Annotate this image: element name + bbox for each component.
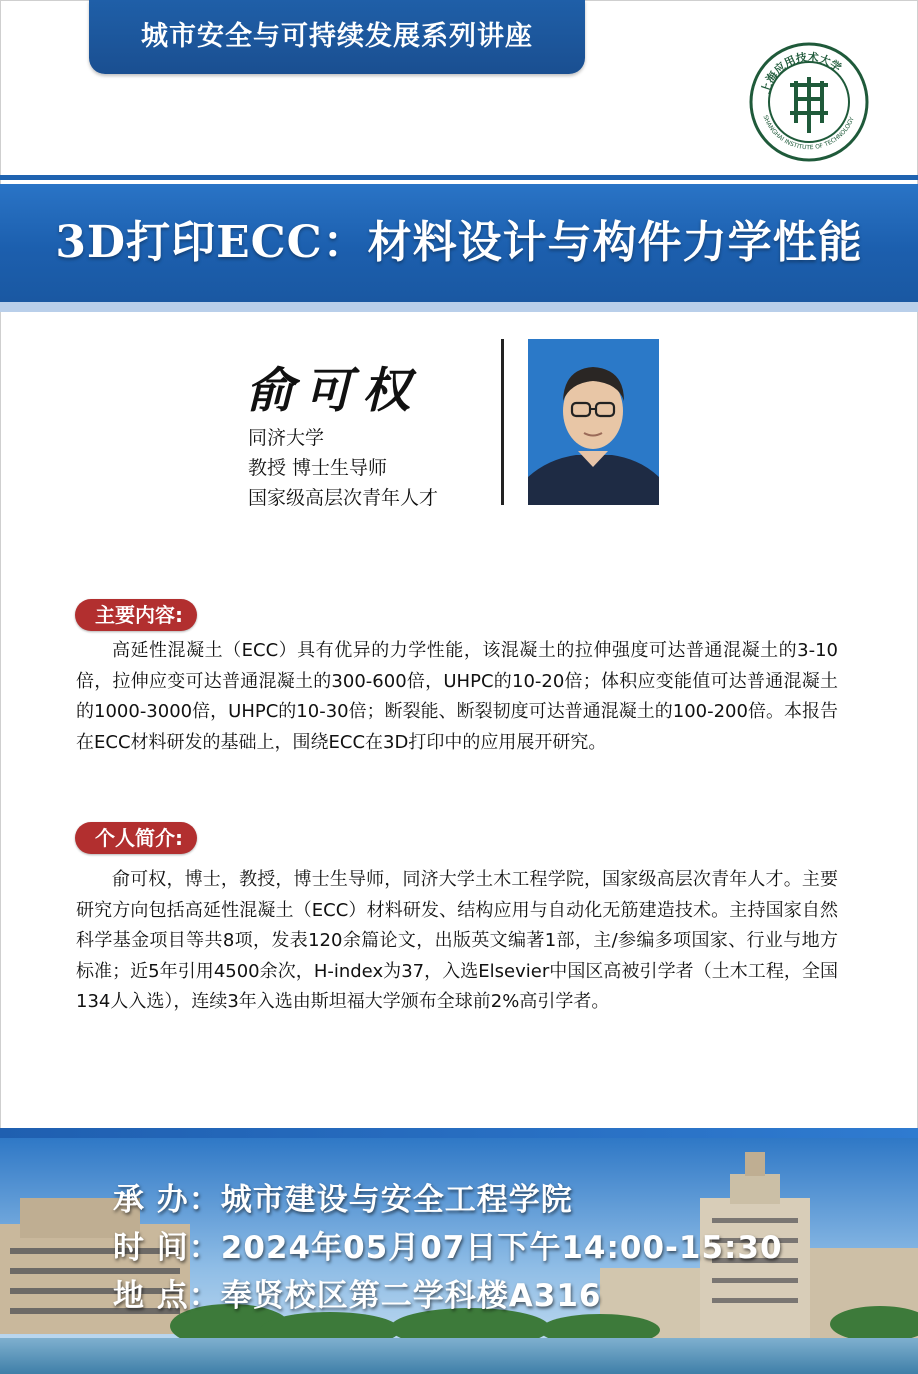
logo-ring-text: 上海应用技术大学 — [758, 50, 844, 96]
speaker-divider — [501, 339, 504, 505]
footer-host: 承 办：城市建设与安全工程学院 — [113, 1182, 573, 1218]
logo-ring-text-en: SHANGHAI INSTITUTE OF TECHNOLOGY — [761, 114, 856, 152]
section-label-bio: 个人简介: — [75, 822, 197, 854]
bio-paragraph: 俞可权，博士，教授，博士生导师，同济大学土木工程学院，国家级高层次青年人才。主要研究方向包括高延性混凝土（ECC）材料研发、结构应用与自动化无筋建造技术。主持国家自然科学基金项目等共8项，发表120余篇论文，出版英文编著1部，主/参编多项国家、行业与地方标准；近5年引用4500余次，H-index为37，入选Elsevier中国区高被引学者（土木工程，全国134人入选），连续3年入选由斯坦福大学颁布全球前2%高引学者。 — [76, 869, 838, 1012]
speaker-photo — [528, 339, 659, 505]
footer-campus-banner — [0, 1138, 918, 1374]
series-title: 城市安全与可持续发展系列讲座 — [89, 0, 585, 74]
title-band-top-rule — [0, 175, 918, 180]
footer-rule — [0, 1128, 918, 1138]
speaker-name: 俞可权 — [246, 363, 421, 419]
speaker-position: 教授 博士生导师 — [248, 457, 388, 479]
content-paragraph: 高延性混凝土（ECC）具有优异的力学性能，该混凝土的拉伸强度可达普通混凝土的3-10倍，拉伸应变可达普通混凝土的300-600倍，UHPC的10-20倍；体积应变能值可达普通混凝土的1000-3000倍，UHPC的10-30倍；断裂能、断裂韧度可达普通混凝土的100-200倍。本报告在ECC材料研发的基础上，围绕ECC在3D打印中的应用展开研究。 — [76, 640, 838, 753]
title-band-bottom-rule — [0, 302, 918, 312]
footer-place: 地 点：奉贤校区第二学科楼A316 — [113, 1278, 602, 1314]
university-logo — [748, 41, 870, 163]
footer-time: 时 间：2024年05月07日下午14:00-15:30 — [113, 1230, 783, 1266]
section-label-content: 主要内容: — [75, 599, 197, 631]
speaker-affiliation: 同济大学 — [248, 427, 325, 449]
lecture-title: 3D打印ECC：材料设计与构件力学性能 — [55, 217, 863, 268]
speaker-honor: 国家级高层次青年人才 — [248, 487, 439, 509]
